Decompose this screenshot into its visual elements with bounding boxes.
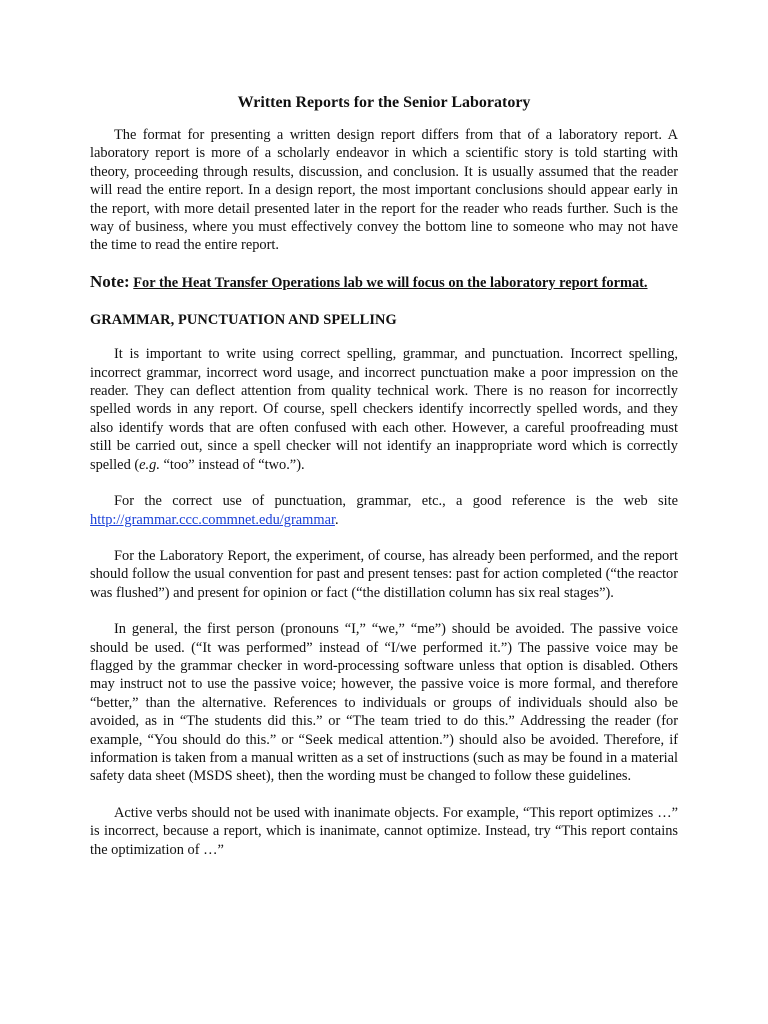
document-title: Written Reports for the Senior Laboratory [237,94,531,111]
eg-abbrev: e.g. [139,456,160,473]
reference-text: For the correct use of punctuation, grammar, etc., a good reference is the web site [114,493,678,510]
reference-tail: . [334,511,339,528]
note-label: Note: [90,271,130,291]
note-block [90,273,678,292]
first-person-paragraph: In general, the first person (pronouns “I,” “we,” “me”) should be avoided. The passive voice should be used. (“It was performed” instead of “I/we performed it.”) The passive voice may be flagged by the grammar checker in word-processing software unless that option is disabled. Others may instruct not to use the passive voice; however, the passive voice is more formal, and therefore “better,” than the alternative. References to individuals or groups of individuals should also be avoided, as in “The students did this.” or “The team tried to do this.” Addressing the reader (for example, “You should do this.” or “Seek medical attention.”) should also be avoided. Therefore, if information is taken from a manual written as a set of instructions (such as may be found in a material safety data sheet (MSDS sheet), then the wording must be changed to follow these guidelines. [90,621,678,785]
intro-paragraph: The format for presenting a written design report differs from that of a laboratory report. A laboratory report is more of a scholarly endeavor in which a scientific story is told starting with theory, proceeding through results, discussion, and conclusion. It is usually assumed that the reader will read the entire report. In a design report, the most important conclusions should appear early in the report, with more detail presented later in the report for the reader who reads further. Such is the way of business, where you must effectively convey the bottom line to someone who may not have the time to read the entire report. [90,127,678,254]
spelling-text: It is important to write using correct spelling, grammar, and punctuation. Incorrect spelling, incorrect grammar, incorrect word usage, and incorrect punctuation make a poor impression on the reader. They can deflect attention from quality technical work. There is no reason for incorrectly spelled words in any report. Of course, spell checkers identify incorrectly spelled words, and they also identify words that are often confused with each other. However, a careful proofreading must still be carried out, since a spell checker will not identify an inappropriate word which is correctly spelled ( [90,346,678,473]
grammar-reference-link[interactable]: http://grammar.ccc.commnet.edu/grammar [90,511,335,528]
section-heading-grammar: GRAMMAR, PUNCTUATION AND SPELLING [90,312,397,329]
tenses-paragraph: For the Laboratory Report, the experiment, of course, has already been performed, and the report should follow the usual convention for past and present tenses: past for action completed (“the reactor was flushed”) and present for opinion or fact (“the distillation column has six real stages”). [90,547,678,601]
note-text: For the Heat Transfer Operations lab we will focus on the laboratory report format. [133,274,648,291]
spelling-paragraph [90,345,678,474]
spelling-tail: “too” instead of “two.”). [159,456,305,473]
reference-paragraph [90,492,678,529]
active-verbs-paragraph: Active verbs should not be used with inanimate objects. For example, “This report optimizes …” is incorrect, because a report, which is inanimate, cannot optimize. Instead, try “This report contains the optimization of …” [90,804,678,858]
